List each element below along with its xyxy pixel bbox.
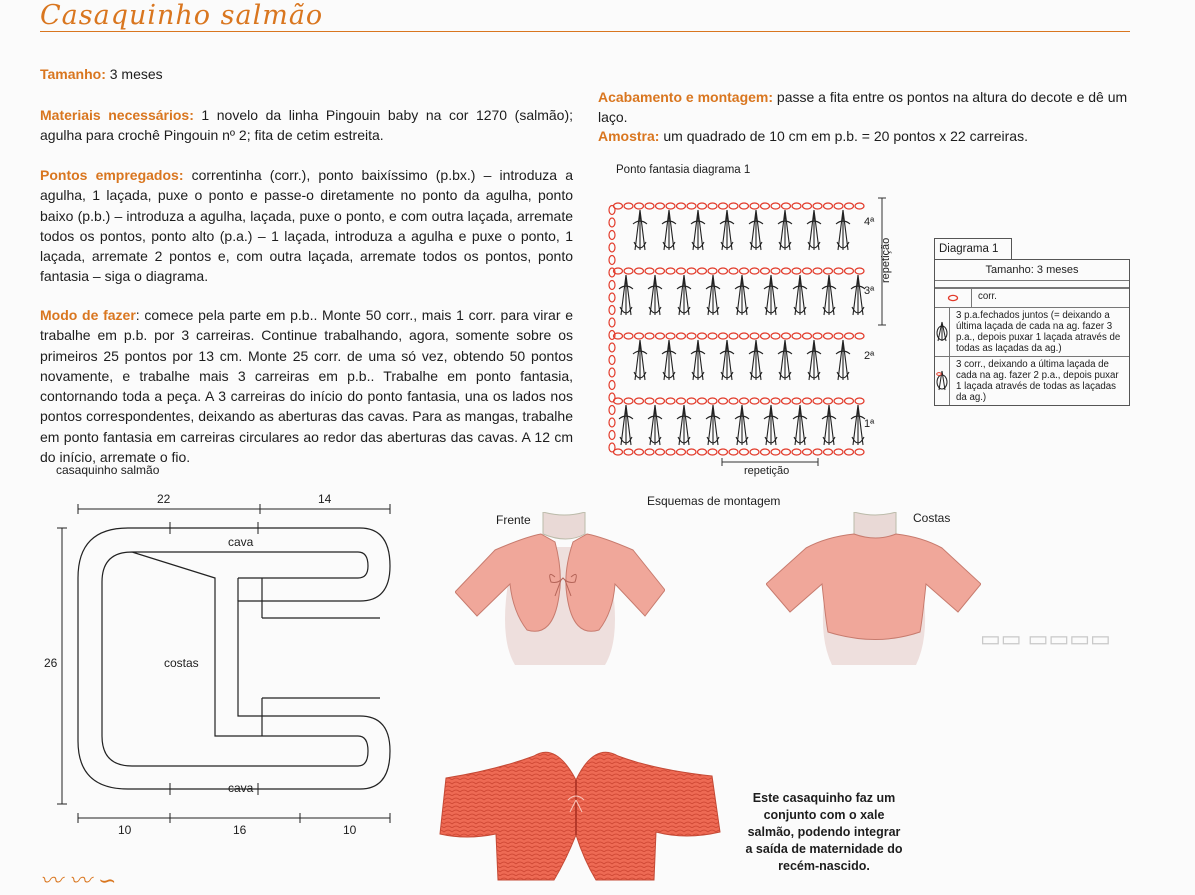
chain-oval-icon [782, 203, 791, 209]
materiais-value: 1 novelo da linha Pingouin baby na cor 1270 (salmão); agulha para crochê Pingouin nº 2; fita de cetim estreita. [40, 107, 573, 144]
chain-oval-icon [698, 449, 707, 455]
cluster-stitch-icon [633, 340, 647, 380]
acabamento-value: passe a fita entre os pontos na altura do decote e dê um laço. [598, 89, 1128, 126]
garment-photo [436, 740, 726, 885]
pontos-label: Pontos empregados: [40, 167, 184, 183]
costas-label: costas [164, 656, 199, 670]
photo-caption: Este casaquinho faz um conjunto com o xale salmão, podendo integrar a saída de maternidade do recém-nascido. [745, 791, 903, 873]
chain-oval-icon [855, 398, 864, 404]
tamanho-label: Tamanho: [40, 66, 106, 82]
chain-oval-icon [609, 218, 615, 227]
chain-oval-icon [771, 398, 780, 404]
chain-oval-icon [845, 449, 854, 455]
chain-oval-icon [740, 398, 749, 404]
chain-oval-icon [609, 281, 615, 290]
cluster-stitch-icon [691, 340, 705, 380]
cava-label-bottom: cava [228, 781, 254, 795]
front-mannequin-illustration [455, 512, 665, 667]
chain-oval-icon [771, 449, 780, 455]
chain-oval-icon [666, 398, 675, 404]
chain-oval-icon [824, 449, 833, 455]
legend-row-cluster2 [935, 356, 1129, 405]
modo-value: : comece pela parte em p.b.. Monte 50 corr., mais 1 corr. para virar e trabalhe em p.b. por 3 carreiras. Continue trabalhando, agora, somente sobre os primeiros 25 pontos por 13 cm. Monte 25 corr. de uma só vez, obtendo 50 pontos novamente, e trabalhe mais 3 carreiras em p.b.. Trabalhe em ponto fantasia, contornando toda a peça. A 3 carreiras do início do ponto fantasia, una os lados nos pontos correspondentes, deixando as aberturas das cavas. Para as mangas, trabalhe em ponto fantasia em carreiras circulares ao redor das aberturas das cavas. A 12 cm do início, arremate o fio. [40, 307, 573, 466]
chain-oval-icon [635, 203, 644, 209]
chain-oval-icon [729, 449, 738, 455]
next-title-fragment-icon: 〰︎ 〰︎ ∽ [40, 869, 117, 894]
chain-oval-icon [645, 203, 654, 209]
cluster-stitch-icon [822, 405, 836, 445]
cluster-stitch-icon [677, 275, 691, 315]
cluster-stitch-icon [807, 210, 821, 250]
chain-oval-icon [656, 333, 665, 339]
legend-row-chain [935, 288, 1129, 307]
chain-oval-icon [845, 268, 854, 274]
cluster-stitch-icon [662, 210, 676, 250]
horizontal-repeat-label: repetição [744, 465, 790, 477]
chain-oval-icon [645, 268, 654, 274]
cluster-stitch-icon [851, 275, 865, 315]
chain-oval-icon [740, 449, 749, 455]
schematic-caption: casaquinho salmão [56, 463, 160, 477]
dim-left-height: 26 [44, 656, 58, 670]
cluster-stitch-icon [720, 340, 734, 380]
chain-oval-icon [609, 418, 615, 427]
schematic-inner-outline [102, 552, 368, 766]
chain-oval-icon [609, 393, 615, 402]
chain-oval-icon [609, 368, 615, 377]
chain-oval-icon [677, 268, 686, 274]
chain-oval-icon [609, 443, 615, 452]
chain-oval-icon [624, 449, 633, 455]
assembly-title: Esquemas de montagem [647, 494, 781, 508]
chain-oval-icon [824, 268, 833, 274]
modo-label: Modo de fazer [40, 307, 136, 323]
chain-oval-icon [792, 203, 801, 209]
cluster-stitch-icon [807, 340, 821, 380]
dim-top-left: 22 [157, 492, 171, 506]
row-label-4: 4ª [864, 216, 875, 228]
chain-oval-icon [624, 268, 633, 274]
chain-oval-icon [677, 398, 686, 404]
legend [934, 238, 1130, 406]
chain-oval-icon [635, 333, 644, 339]
cluster-stitch-icon [778, 210, 792, 250]
chain-oval-icon [803, 398, 812, 404]
chain-oval-icon [729, 398, 738, 404]
chain-oval-icon [740, 203, 749, 209]
chain-oval-icon [635, 398, 644, 404]
chain-oval-icon [782, 333, 791, 339]
chain-oval-icon [813, 203, 822, 209]
cluster-stitch-icon [749, 210, 763, 250]
chain-oval-icon [656, 203, 665, 209]
chain-oval-icon [719, 398, 728, 404]
cluster-stitch-icon [648, 275, 662, 315]
cluster-stitch-icon [851, 405, 865, 445]
legend-box [934, 259, 1130, 406]
chain-oval-icon [609, 381, 615, 390]
chain-oval-icon [813, 333, 822, 339]
chain-oval-icon [609, 243, 615, 252]
chain-oval-icon [782, 449, 791, 455]
chain-oval-icon [750, 398, 759, 404]
chain-oval-icon [656, 398, 665, 404]
chain-oval-icon [813, 268, 822, 274]
cluster-stitch-icon [764, 405, 778, 445]
cava-label-top: cava [228, 535, 254, 549]
amostra-paragraph [598, 126, 1138, 146]
cluster-stitch-icon [749, 340, 763, 380]
chain-oval-icon [687, 268, 696, 274]
chain-oval-icon [792, 449, 801, 455]
chain-oval-icon [792, 398, 801, 404]
chain-oval-icon [750, 449, 759, 455]
cluster-stitch-icon [706, 275, 720, 315]
schematic-diagram [40, 486, 410, 846]
chain-oval-icon [687, 333, 696, 339]
legend-text-chain: corr. [978, 291, 997, 302]
chain-oval-icon [855, 203, 864, 209]
chain-oval-icon [750, 333, 759, 339]
chain-oval-icon [845, 203, 854, 209]
chain-oval-icon [792, 333, 801, 339]
cluster-stitch-icon [778, 340, 792, 380]
stitch-grid [609, 203, 865, 455]
chain-oval-icon [824, 333, 833, 339]
chain-oval-icon [824, 398, 833, 404]
amostra-label: Amostra: [598, 128, 660, 144]
dim-bottom-left: 10 [118, 823, 132, 837]
chain-oval-icon [855, 449, 864, 455]
cluster-stitch-icon [836, 210, 850, 250]
legend-row-cluster3 [935, 307, 1129, 356]
chain-oval-icon [708, 398, 717, 404]
cluster-stitch-icon [720, 210, 734, 250]
chain-oval-icon [698, 398, 707, 404]
chain-oval-icon [761, 268, 770, 274]
chain-oval-icon [708, 449, 717, 455]
chain-oval-icon [855, 333, 864, 339]
row-label-3: 3ª [864, 285, 875, 297]
chain-oval-icon [771, 268, 780, 274]
chain-oval-icon [824, 203, 833, 209]
chain-oval-icon [729, 333, 738, 339]
pontos-paragraph [40, 165, 573, 287]
chain-oval-icon [708, 268, 717, 274]
chain-oval-icon [803, 333, 812, 339]
chain-oval-icon [609, 406, 615, 415]
front-right-panel [566, 534, 665, 631]
chain-oval-icon [635, 449, 644, 455]
chain-oval-icon [687, 203, 696, 209]
back-label: Costas [913, 511, 951, 525]
row-label-2: 2ª [864, 350, 875, 362]
chain-oval-icon [719, 203, 728, 209]
chain-oval-icon [645, 449, 654, 455]
cluster-stitch-icon [793, 405, 807, 445]
chain-oval-icon [698, 203, 707, 209]
chain-oval-icon [935, 289, 972, 307]
legend-size: Tamanho: 3 meses [935, 260, 1129, 281]
legend-header: Diagrama 1 [934, 238, 1012, 259]
chain-oval-icon [792, 268, 801, 274]
chain-oval-icon [761, 203, 770, 209]
cluster-2-icon [935, 357, 950, 405]
chain-oval-icon [609, 206, 615, 215]
cluster-stitch-icon [677, 405, 691, 445]
cluster-stitch-icon [793, 275, 807, 315]
cluster-stitch-icon [691, 210, 705, 250]
chain-oval-icon [761, 398, 770, 404]
title-rule [40, 31, 1130, 32]
stitch-diagram-caption: Ponto fantasia diagrama 1 [616, 164, 751, 176]
cluster-stitch-icon [764, 275, 778, 315]
front-label: Frente [496, 513, 531, 527]
schematic-outer-outline [78, 528, 390, 789]
chain-oval-icon [677, 449, 686, 455]
chain-oval-icon [803, 449, 812, 455]
chain-oval-icon [609, 318, 615, 327]
chain-oval-icon [761, 449, 770, 455]
cluster-stitch-icon [619, 275, 633, 315]
chain-oval-icon [729, 268, 738, 274]
cluster-stitch-icon [633, 210, 647, 250]
cluster-stitch-icon [735, 275, 749, 315]
chain-oval-icon [719, 268, 728, 274]
chain-oval-icon [698, 333, 707, 339]
chain-oval-icon [708, 333, 717, 339]
cluster-stitch-icon [836, 340, 850, 380]
chain-oval-icon [609, 293, 615, 302]
chain-oval-icon [609, 343, 615, 352]
chain-oval-icon [624, 203, 633, 209]
bleed-through-text: ▭▭ ▭▭▭▭ [980, 626, 1111, 651]
cluster-stitch-icon [662, 340, 676, 380]
chain-oval-icon [761, 333, 770, 339]
chain-oval-icon [624, 398, 633, 404]
back-mannequin-illustration [766, 512, 981, 667]
chain-oval-icon [645, 398, 654, 404]
row-label-1: 1ª [864, 418, 875, 430]
legend-text-cluster3: 3 p.a.fechados juntos (= deixando a última laçada de cada na ag. fazer 3 p.a., depois puxar 1 laçada através de todas as laçadas da ag.) [956, 310, 1121, 354]
chain-oval-icon [771, 203, 780, 209]
chain-oval-icon [708, 203, 717, 209]
amostra-value: um quadrado de 10 cm em p.b. = 20 pontos x 22 carreiras. [659, 128, 1028, 144]
chain-oval-icon [635, 268, 644, 274]
chain-oval-icon [645, 333, 654, 339]
cluster-stitch-icon [619, 405, 633, 445]
chain-oval-icon [687, 449, 696, 455]
chain-oval-icon [834, 333, 843, 339]
chain-oval-icon [845, 333, 854, 339]
chain-oval-icon [609, 231, 615, 240]
chain-oval-icon [750, 203, 759, 209]
chain-oval-icon [687, 398, 696, 404]
cluster-3-icon [935, 308, 950, 356]
chain-oval-icon [656, 449, 665, 455]
chain-oval-icon [656, 268, 665, 274]
chain-oval-icon [813, 398, 822, 404]
chain-oval-icon [834, 268, 843, 274]
chain-oval-icon [698, 268, 707, 274]
cluster-stitch-icon [706, 405, 720, 445]
chain-oval-icon [609, 356, 615, 365]
vertical-repeat-label: repetição [880, 237, 892, 283]
chain-oval-icon [677, 333, 686, 339]
chain-oval-icon [666, 268, 675, 274]
legend-text-cluster2: 3 corr., deixando a última laçada de cada na ag. fazer 2 p.a., depois puxar 1 laçada através de todas as laçadas da ag.) [956, 359, 1119, 403]
garment-body [440, 752, 720, 880]
chain-oval-icon [782, 398, 791, 404]
chain-oval-icon [813, 449, 822, 455]
chain-oval-icon [666, 333, 675, 339]
back-panel [766, 534, 981, 640]
chain-oval-icon [609, 256, 615, 265]
chain-oval-icon [666, 203, 675, 209]
chain-oval-icon [750, 268, 759, 274]
chain-oval-icon [782, 268, 791, 274]
chain-oval-icon [609, 306, 615, 315]
chain-oval-icon [609, 431, 615, 440]
acabamento-paragraph [598, 87, 1138, 128]
chain-oval-icon [740, 268, 749, 274]
materiais-label: Materiais necessários: [40, 107, 194, 123]
cluster-stitch-icon [648, 405, 662, 445]
cluster-stitch-icon [822, 275, 836, 315]
chain-oval-icon [666, 449, 675, 455]
tamanho-paragraph [40, 64, 573, 84]
acabamento-label: Acabamento e montagem: [598, 89, 774, 105]
chain-oval-icon [803, 203, 812, 209]
materiais-paragraph [40, 105, 573, 146]
chain-oval-icon [771, 333, 780, 339]
dim-bottom-right: 10 [343, 823, 357, 837]
chain-oval-icon [855, 268, 864, 274]
page-title: Casaquinho salmão [40, 0, 324, 31]
chain-oval-icon [834, 203, 843, 209]
chain-oval-icon [719, 449, 728, 455]
chain-oval-icon [624, 333, 633, 339]
chain-oval-icon [845, 398, 854, 404]
chain-oval-icon [677, 203, 686, 209]
dim-bottom-mid: 16 [233, 823, 247, 837]
chain-oval-icon [803, 268, 812, 274]
cluster-stitch-icon [735, 405, 749, 445]
chain-oval-icon [719, 333, 728, 339]
chain-oval-icon [740, 333, 749, 339]
tamanho-value: 3 meses [105, 66, 163, 82]
modo-paragraph [40, 305, 573, 467]
chain-oval-icon [834, 449, 843, 455]
dim-top-right: 14 [318, 492, 332, 506]
chain-oval-icon [834, 398, 843, 404]
pontos-value: correntinha (corr.), ponto baixíssimo (p.bx.) – introduza a agulha, 1 laçada, puxe o ponto e passe-o diretamente no ponto da agulha, ponto baixo (p.b.) – introduza a agulha, laçada, puxe o ponto, e com outra laçada, arremate todos os pontos, ponto alto (p.a.) – 1 laçada, introduza a agulha e puxe o ponto, 1 laçada, arremate 2 pontos e, com outra laçada, arremate todos os pontos, ponto fantasia – siga o diagrama. [40, 167, 573, 285]
chain-oval-icon [729, 203, 738, 209]
